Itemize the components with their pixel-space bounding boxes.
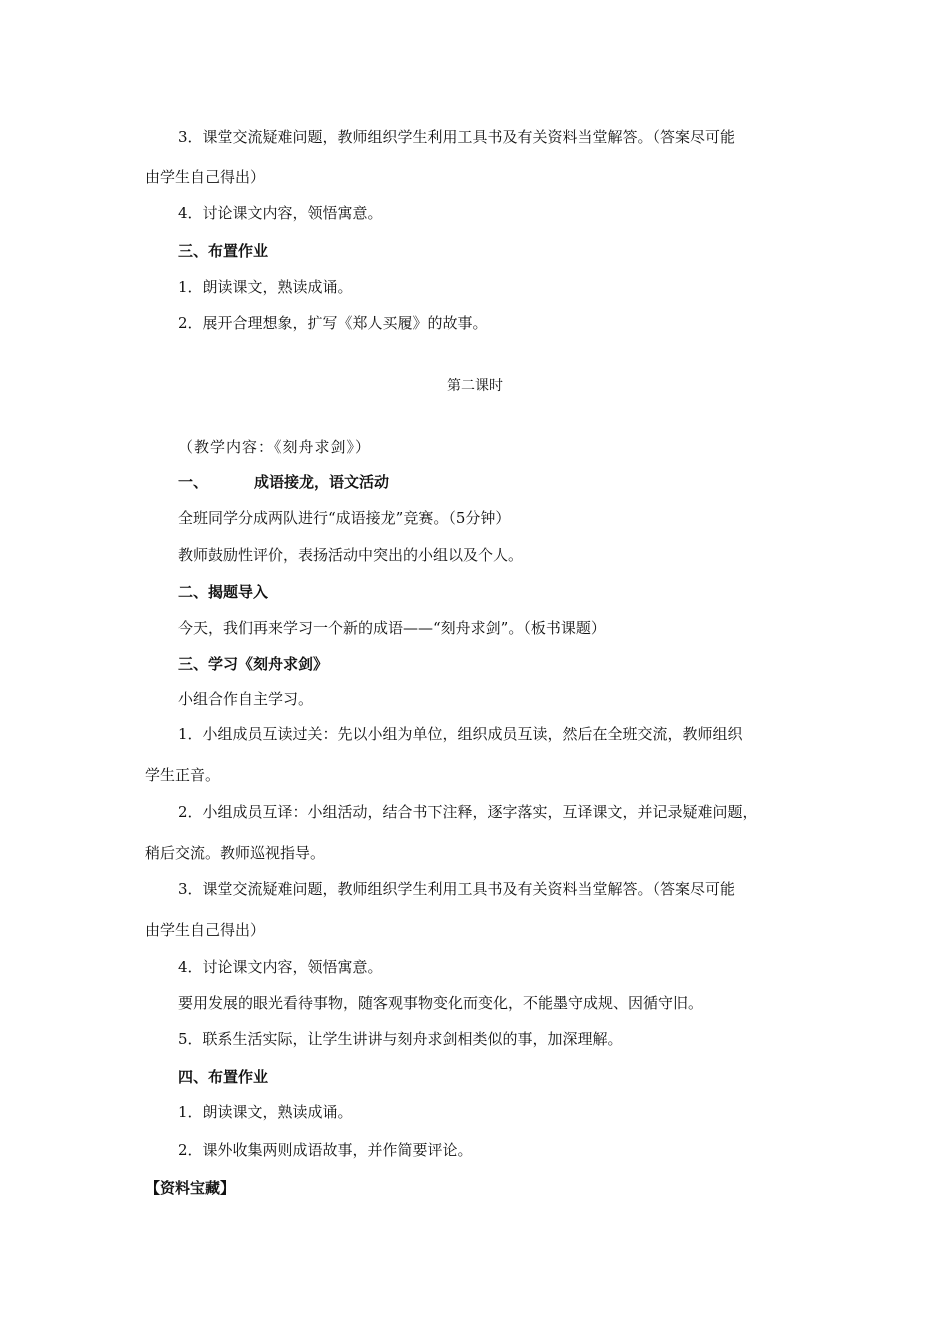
section-heading-1 [178, 472, 389, 492]
section-2-paragraph-1: 今天，我们再来学习一个新的成语——“刻舟求剑”。（板书课题） [178, 619, 606, 637]
content-note: （教学内容：《刻舟求剑》） [178, 438, 372, 456]
section-3-intro: 小组合作自主学习。 [178, 690, 314, 708]
section-3-item-3-line-1: 3．课堂交流疑难问题，教师组织学生利用工具书及有关资料当堂解答。（答案尽可能 [178, 880, 736, 898]
section-3-item-1-line-1: 1．小组成员互读过关：先以小组为单位，组织成员互读，然后在全班交流，教师组织 [178, 725, 743, 743]
section-heading-1-number: 一、 [178, 473, 209, 491]
section-3-item-5: 5．联系生活实际，让学生讲讲与刻舟求剑相类似的事，加深理解。 [178, 1030, 623, 1048]
paragraph-item-4: 4．讨论课文内容，领悟寓意。 [178, 204, 383, 222]
lesson-title: 第二课时 [447, 378, 503, 394]
section-3-item-4: 4．讨论课文内容，领悟寓意。 [178, 958, 383, 976]
section-1-paragraph-1: 全班同学分成两队进行“成语接龙”竞赛。（5分钟） [178, 509, 511, 527]
section-heading-2: 二、揭题导入 [178, 583, 269, 601]
section-3-item-1-line-2: 学生正音。 [145, 766, 221, 784]
homework-item-1: 1．朗读课文，熟读成诵。 [178, 278, 353, 296]
section-heading-3: 三、学习《刻舟求剑》 [178, 655, 329, 673]
section-4-homework-2: 2．课外收集两则成语故事，并作简要评论。 [178, 1141, 473, 1159]
section-3-item-3-line-2: 由学生自己得出） [145, 921, 266, 939]
paragraph-item-3-line-1: 3．课堂交流疑难问题，教师组织学生利用工具书及有关资料当堂解答。（答案尽可能 [178, 128, 736, 146]
section-3-item-2-line-2: 稍后交流。教师巡视指导。 [145, 844, 326, 862]
section-1-paragraph-2: 教师鼓励性评价，表扬活动中突出的小组以及个人。 [178, 546, 524, 564]
section-heading-homework: 三、布置作业 [178, 242, 269, 260]
paragraph-item-3-line-2: 由学生自己得出） [145, 168, 266, 186]
resources-heading: 【资料宝藏】 [145, 1179, 236, 1197]
section-4-homework-1: 1．朗读课文，熟读成诵。 [178, 1103, 353, 1121]
homework-item-2: 2．展开合理想象，扩写《郑人买履》的故事。 [178, 314, 488, 332]
section-heading-1-title: 成语接龙，语文活动 [254, 473, 390, 491]
section-3-item-2-line-1: 2．小组成员互译：小组活动，结合书下注释，逐字落实，互译课文，并记录疑难问题， [178, 803, 758, 821]
section-3-moral: 要用发展的眼光看待事物，随客观事物变化而变化，不能墨守成规、因循守旧。 [178, 994, 704, 1012]
section-heading-4: 四、布置作业 [178, 1068, 269, 1086]
